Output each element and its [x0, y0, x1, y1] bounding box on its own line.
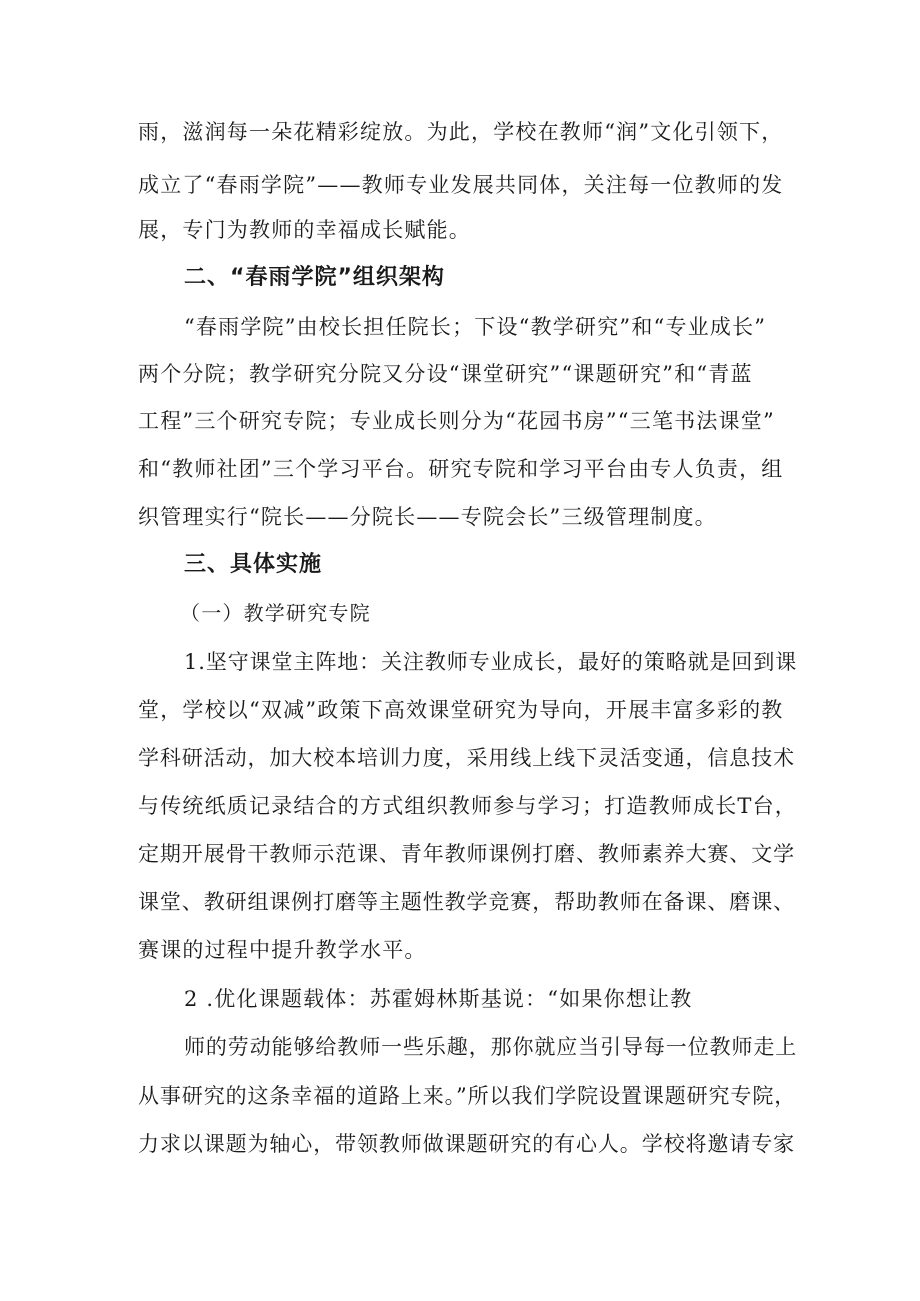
- paragraph-line: 和“教师社团”三个学习平台。研究专院和学习平台由专人负责，组: [138, 457, 784, 481]
- paragraph-line: 课堂、教研组课例打磨等主题性教学竞赛，帮助教师在备课、磨课、: [138, 890, 795, 914]
- paragraph-line: 赛课的过程中提升教学水平。: [138, 938, 427, 962]
- paragraph-line: 展，专门为教师的幸福成长赋能。: [138, 218, 471, 242]
- paragraph-line: 学科研活动，加大校本培训力度，采用线上线下灵活变通，信息技术: [138, 746, 795, 770]
- paragraph-line: 力求以课题为轴心，带领教师做课题研究的有心人。学校将邀请专家: [138, 1132, 795, 1156]
- paragraph-line: 定期开展骨干教师示范课、青年教师课例打磨、教师素养大赛、文学: [138, 842, 795, 866]
- paragraph-line: 成立了“春雨学院”——教师专业发展共同体，关注每一位教师的发: [138, 173, 784, 197]
- paragraph-line: 1.坚守课堂主阵地：关注教师专业成长，最好的策略就是回到课: [184, 650, 798, 674]
- paragraph-line: 从事研究的这条幸福的道路上来。”所以我们学院设置课题研究专院，: [138, 1084, 797, 1108]
- paragraph-line: 2 .优化课题载体：苏霍姆林斯基说：“如果你想让教: [184, 987, 693, 1011]
- paragraph-line: 雨，滋润每一朵花精彩绽放。为此，学校在教师“润”文化引领下，: [138, 120, 784, 144]
- section-heading-3: 三、具体实施: [184, 552, 323, 577]
- paragraph-line: 织管理实行“院长——分院长——专院会长”三级管理制度。: [138, 505, 717, 529]
- paragraph-line: 两个分院；教学研究分院又分设“课堂研究”“课题研究”和“青蓝: [138, 362, 753, 386]
- paragraph-line: 堂，学校以“双减”政策下高效课堂研究为导向，开展丰富多彩的教: [138, 698, 784, 722]
- paragraph-line: 与传统纸质记录结合的方式组织教师参与学习；打造教师成长T台，: [138, 794, 798, 818]
- paragraph-line: 工程”三个研究专院；专业成长则分为“花园书房”“三笔书法课堂”: [138, 409, 775, 433]
- paragraph-line: “春雨学院”由校长担任院长；下设“教学研究”和“专业成长”: [184, 315, 767, 339]
- subsection-heading: （一）教学研究专院: [180, 601, 371, 625]
- paragraph-line: 师的劳动能够给教师一些乐趣，那你就应当引导每一位教师走上: [184, 1035, 798, 1059]
- section-heading-2: 二、“春雨学院”组织架构: [184, 265, 445, 290]
